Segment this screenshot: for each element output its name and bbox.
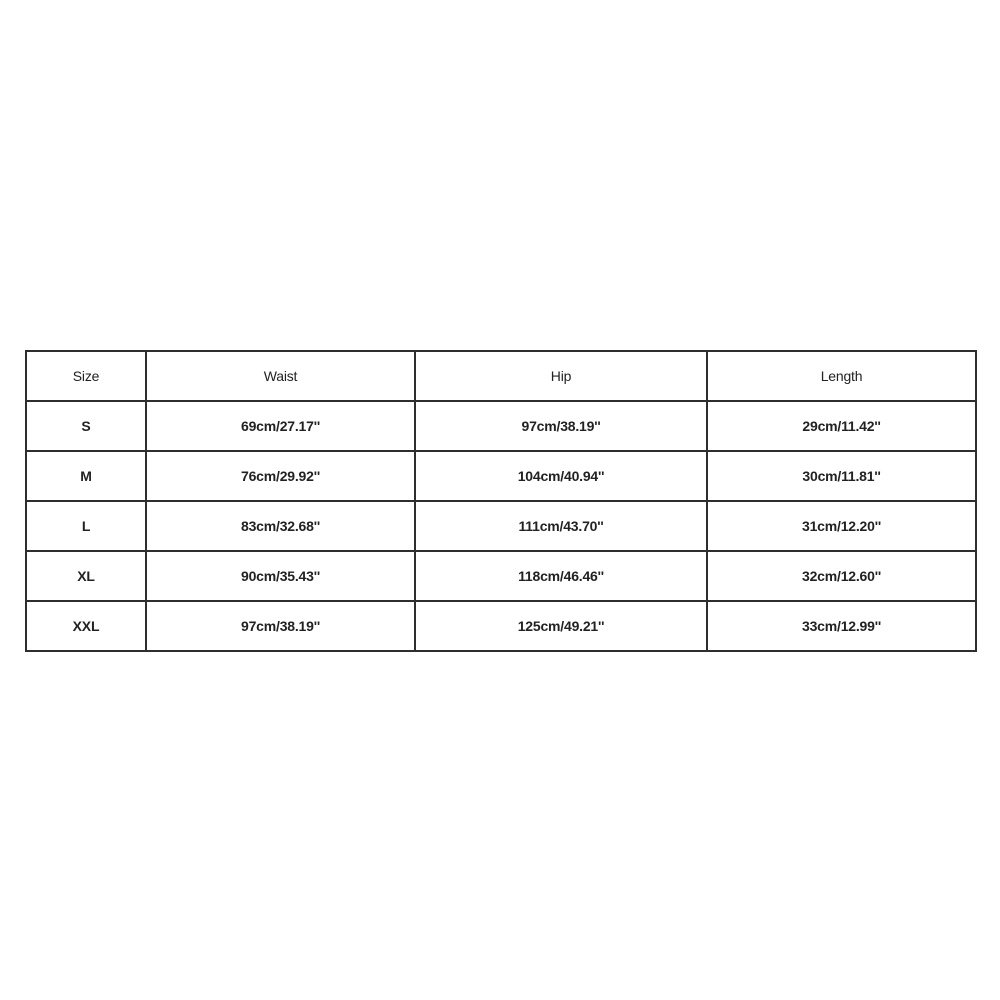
cell-length: 33cm/12.99''	[707, 601, 976, 651]
cell-size: S	[26, 401, 146, 451]
cell-hip: 118cm/46.46''	[415, 551, 707, 601]
cell-size: XXL	[26, 601, 146, 651]
cell-size: L	[26, 501, 146, 551]
size-chart-table	[25, 350, 977, 652]
cell-length: 29cm/11.42''	[707, 401, 976, 451]
cell-hip: 97cm/38.19''	[415, 401, 707, 451]
table-row	[26, 551, 976, 601]
cell-hip: 104cm/40.94''	[415, 451, 707, 501]
cell-size: XL	[26, 551, 146, 601]
cell-hip: 125cm/49.21''	[415, 601, 707, 651]
cell-waist: 76cm/29.92''	[146, 451, 415, 501]
cell-waist: 83cm/32.68''	[146, 501, 415, 551]
table-row	[26, 501, 976, 551]
cell-waist: 90cm/35.43''	[146, 551, 415, 601]
header-waist: Waist	[146, 351, 415, 401]
header-size: Size	[26, 351, 146, 401]
cell-waist: 69cm/27.17''	[146, 401, 415, 451]
table-header-row	[26, 351, 976, 401]
table-row	[26, 451, 976, 501]
cell-length: 30cm/11.81''	[707, 451, 976, 501]
cell-waist: 97cm/38.19''	[146, 601, 415, 651]
cell-length: 32cm/12.60''	[707, 551, 976, 601]
table-row	[26, 601, 976, 651]
cell-size: M	[26, 451, 146, 501]
header-length: Length	[707, 351, 976, 401]
cell-hip: 111cm/43.70''	[415, 501, 707, 551]
header-hip: Hip	[415, 351, 707, 401]
table-row	[26, 401, 976, 451]
cell-length: 31cm/12.20''	[707, 501, 976, 551]
